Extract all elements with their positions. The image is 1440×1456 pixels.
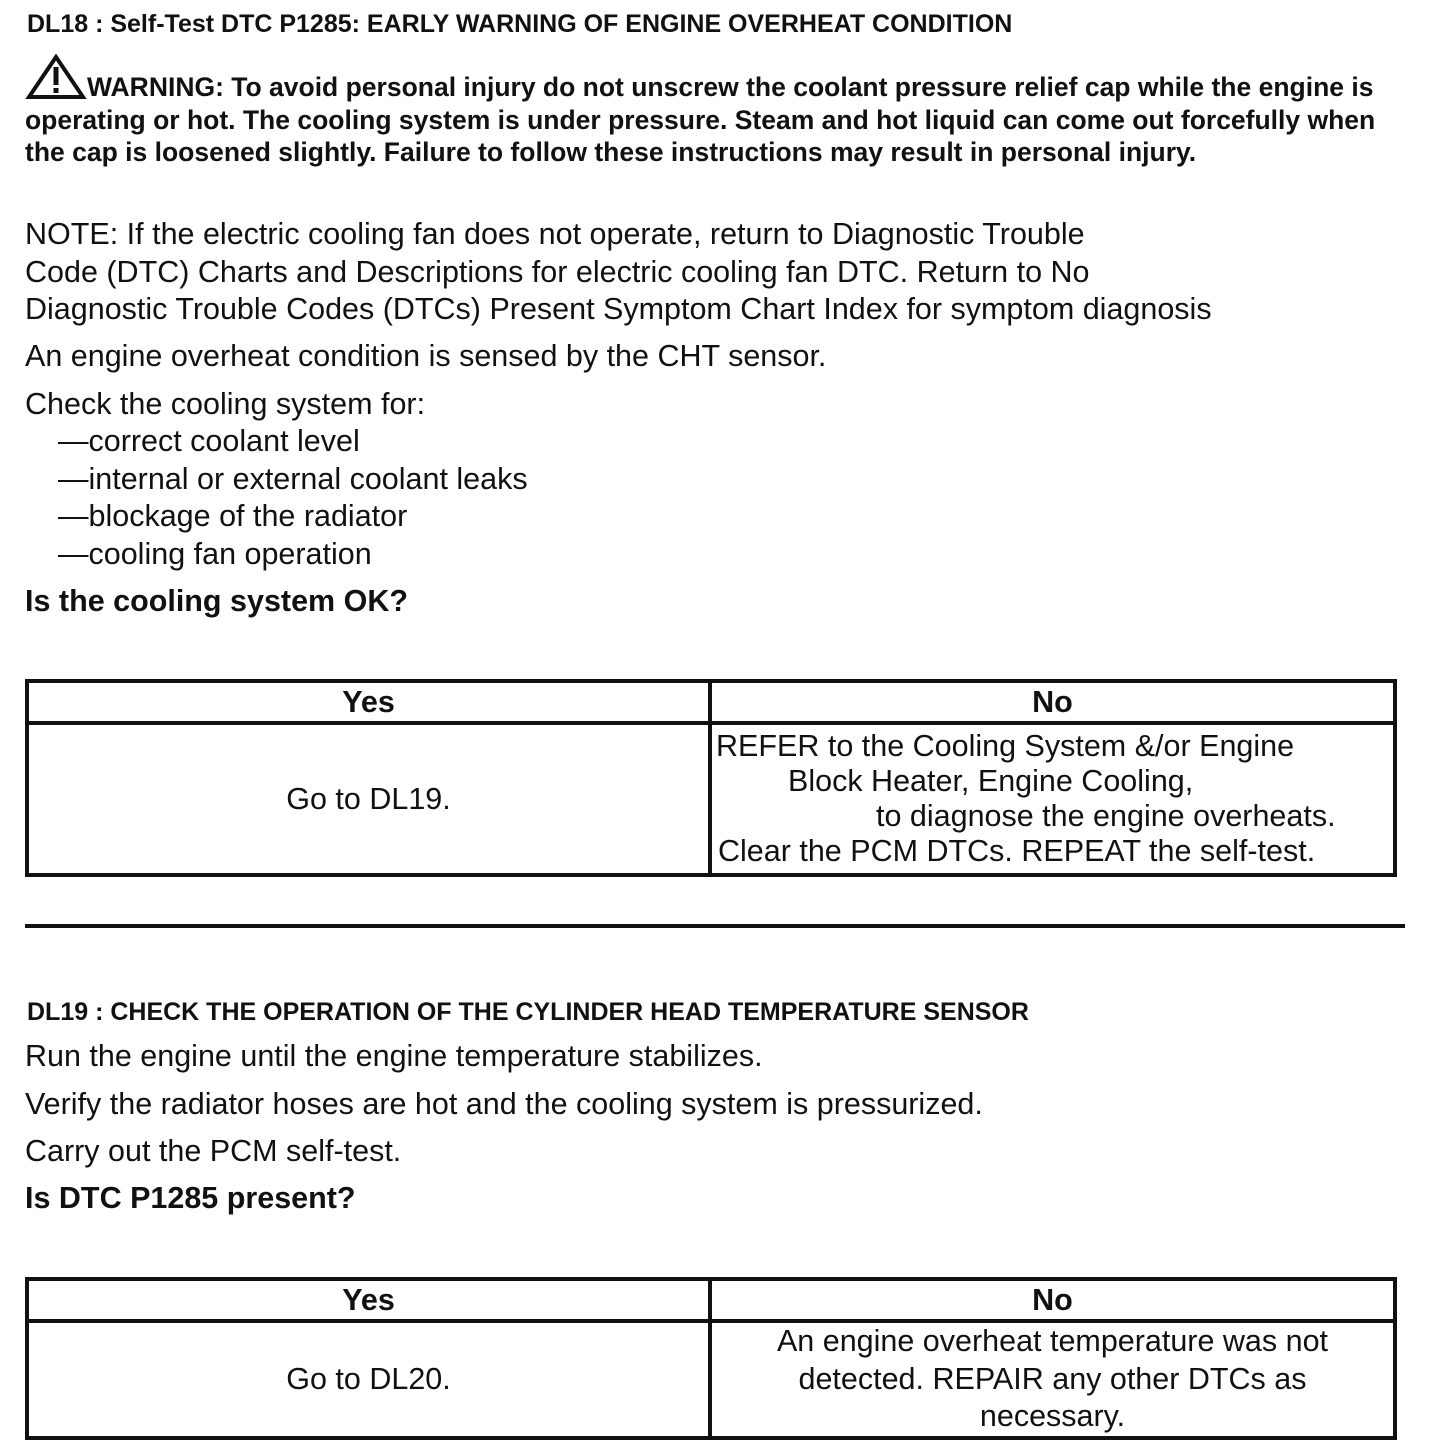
dl19-step: Carry out the PCM self-test. [25, 1134, 402, 1168]
no-cell-line: An engine overheat temperature was not [776, 1324, 1329, 1358]
no-cell-line: REFER to the Cooling System &/or Engine [716, 729, 1295, 763]
condition-text: An engine overheat condition is sensed by the CHT sensor. [25, 339, 827, 373]
list-item: —cooling fan operation [58, 536, 372, 571]
list-item: —blockage of the radiator [58, 499, 408, 533]
warning-block [25, 54, 1420, 169]
list-item: —internal or external coolant leaks [58, 461, 528, 496]
dl18-decision-table [25, 679, 1397, 877]
no-cell-line: detected. REPAIR any other DTCs as [798, 1361, 1307, 1396]
dl19-step: Verify the radiator hoses are hot and the cooling system is pressurized. [25, 1087, 983, 1121]
warning-triangle-icon [25, 54, 87, 100]
dl19-question: Is DTC P1285 present? [25, 1181, 356, 1215]
yes-header: Yes [27, 1279, 710, 1321]
no-cell-line: Block Heater, Engine Cooling, [788, 764, 1194, 798]
no-header: No [710, 681, 1395, 723]
dl19-decision-table [25, 1277, 1397, 1440]
dl18-question: Is the cooling system OK? [25, 584, 409, 618]
no-cell-line: to diagnose the engine overheats. [876, 799, 1336, 833]
dl19-heading: DL19 : CHECK THE OPERATION OF THE CYLINDER HEAD TEMPERATURE SENSOR [27, 998, 1029, 1026]
dl19-step: Run the engine until the engine temperature stabilizes. [25, 1039, 763, 1073]
note-line: Diagnostic Trouble Codes (DTCs) Present Symptom Chart Index for symptom diagnosis [25, 292, 1212, 326]
no-cell [710, 1321, 1395, 1438]
note-block [25, 216, 1212, 329]
yes-header: Yes [27, 681, 710, 723]
table-row [27, 723, 1395, 875]
table-row [27, 1321, 1395, 1438]
check-intro: Check the cooling system for: [25, 387, 426, 421]
table-header-row [27, 681, 1395, 723]
table-header-row [27, 1279, 1395, 1321]
section-divider [25, 924, 1405, 928]
yes-cell: Go to DL20. [27, 1321, 710, 1438]
note-line: Code (DTC) Charts and Descriptions for electric cooling fan DTC. Return to No [25, 254, 1090, 289]
no-cell-line: necessary. [979, 1399, 1126, 1433]
dl18-heading: DL18 : Self-Test DTC P1285: EARLY WARNING OF ENGINE OVERHEAT CONDITION [27, 10, 1013, 38]
yes-cell: Go to DL19. [27, 723, 710, 875]
no-cell-line: Clear the PCM DTCs. REPEAT the self-test. [718, 834, 1316, 868]
no-cell [710, 723, 1395, 875]
note-line: NOTE: If the electric cooling fan does not operate, return to Diagnostic Trouble [25, 217, 1085, 251]
warning-text: WARNING: To avoid personal injury do not unscrew the coolant pressure relief cap while the engine is operating or hot. The cooling system is under pressure. Steam and hot liquid can come out forcefully when the cap is loosened slightly. Failure to follow these instructions may result in personal injury. [25, 72, 1376, 167]
no-header: No [710, 1279, 1395, 1321]
check-list [58, 423, 528, 573]
list-item: —correct coolant level [58, 424, 360, 458]
